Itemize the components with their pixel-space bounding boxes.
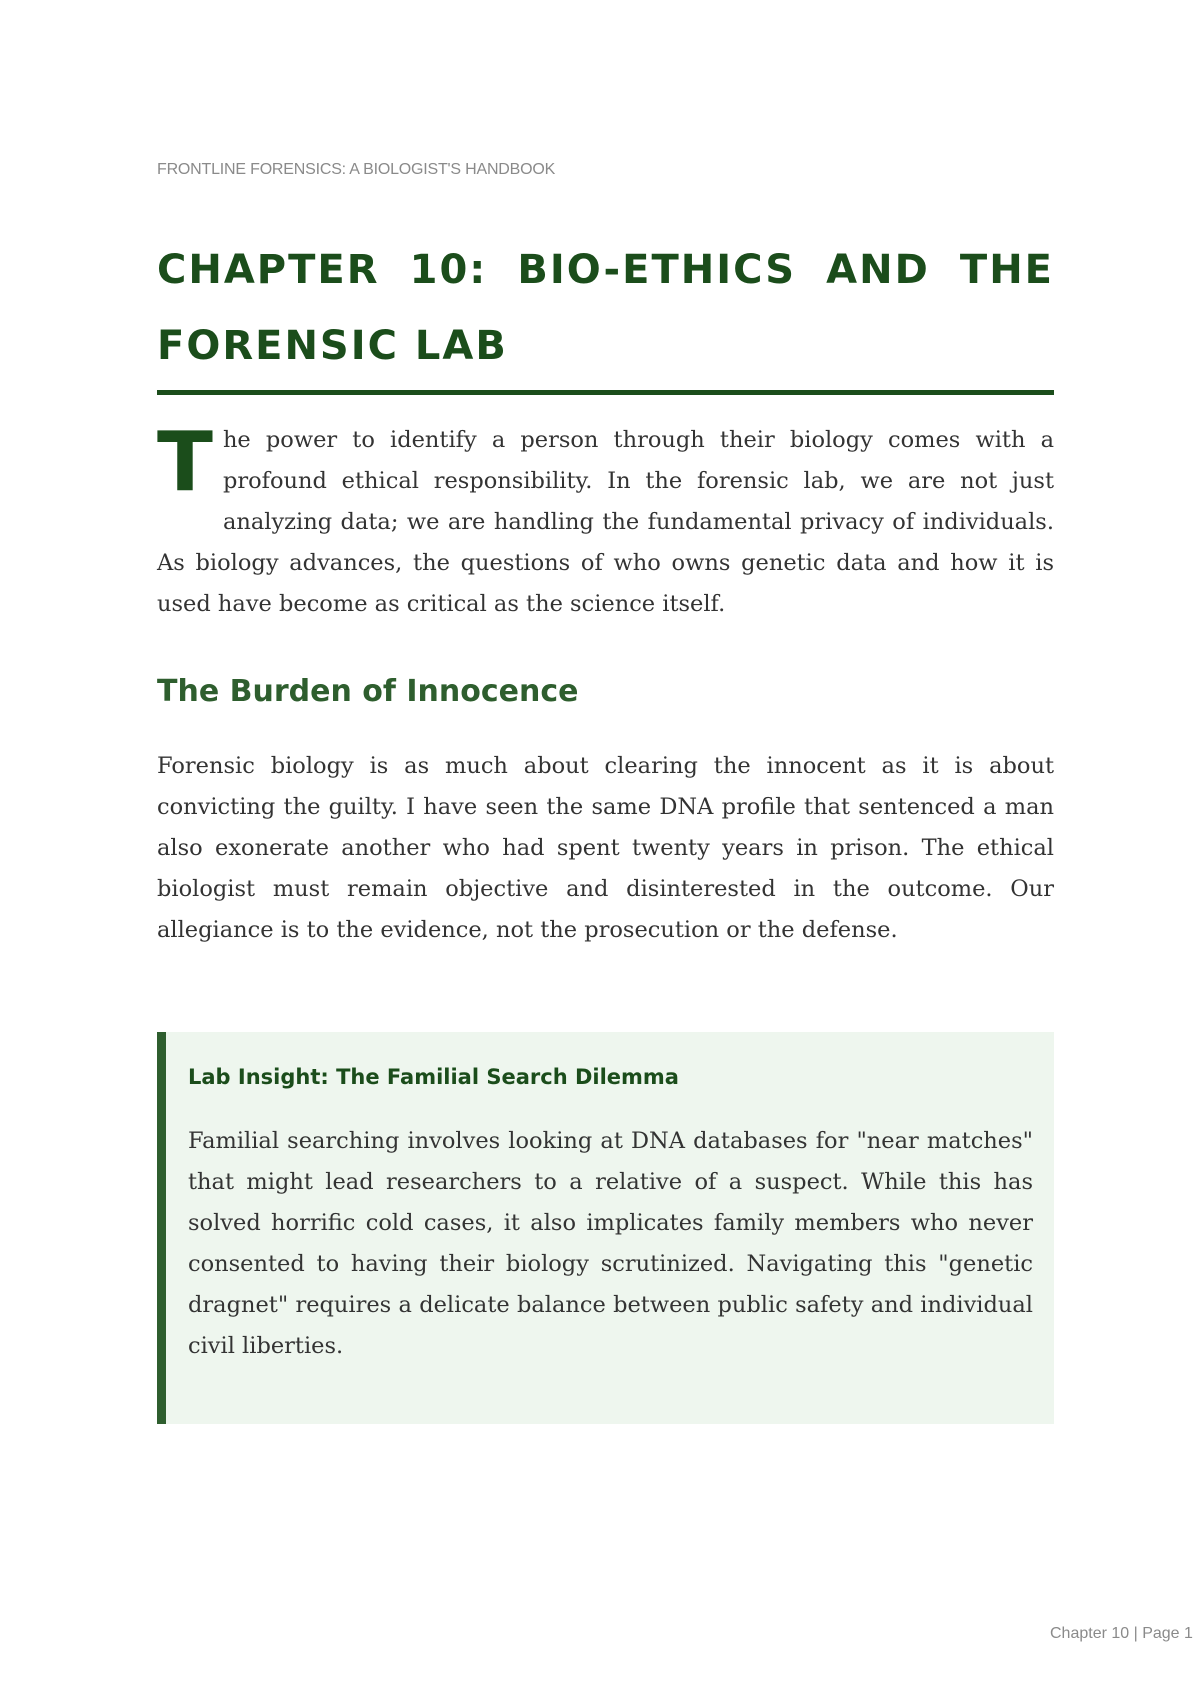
- page-footer: Chapter 10 | Page 1: [1050, 1625, 1193, 1642]
- intro-paragraph: [157, 415, 1054, 625]
- section-heading: The Burden of Innocence: [157, 674, 579, 709]
- lab-insight-callout: [157, 1032, 1054, 1424]
- chapter-title: CHAPTER 10: BIO-ETHICS AND THE FORENSIC LAB: [157, 247, 1054, 369]
- section-paragraph: Forensic biology is as much about clearing the innocent as it is about convicting the guilty. I have seen the same DNA profile that sentenced a man also exonerate another who had spent twenty years in prison. The ethical biologist must remain objective and disinterested in the outcome. Our allegiance is to the evidence, not the prosecution or the defense.: [157, 753, 1054, 943]
- intro-text: he power to identify a person through their biology comes with a profound ethical responsibility. In the forensic lab, we are not just analyzing data; we are handling the fundamental privacy of individuals. As biology advances, the questions of who owns genetic data and how it is used have become as critical as the science itself.: [157, 427, 1054, 617]
- running-header: FRONTLINE FORENSICS: A BIOLOGIST'S HANDBOOK: [157, 161, 556, 178]
- document-page: [157, 0, 1193, 1696]
- drop-cap: T: [157, 415, 213, 510]
- callout-title: Lab Insight: The Familial Search Dilemma: [188, 1065, 679, 1089]
- title-divider: [157, 390, 1054, 395]
- callout-text: Familial searching involves looking at DNA databases for "near matches" that might lead researchers to a relative of a suspect. While this has solved horrific cold cases, it also implicates family members who never consented to having their biology scrutinized. Navigating this "genetic dragnet" requires a delicate balance between public safety and individual civil liberties.: [188, 1128, 1033, 1359]
